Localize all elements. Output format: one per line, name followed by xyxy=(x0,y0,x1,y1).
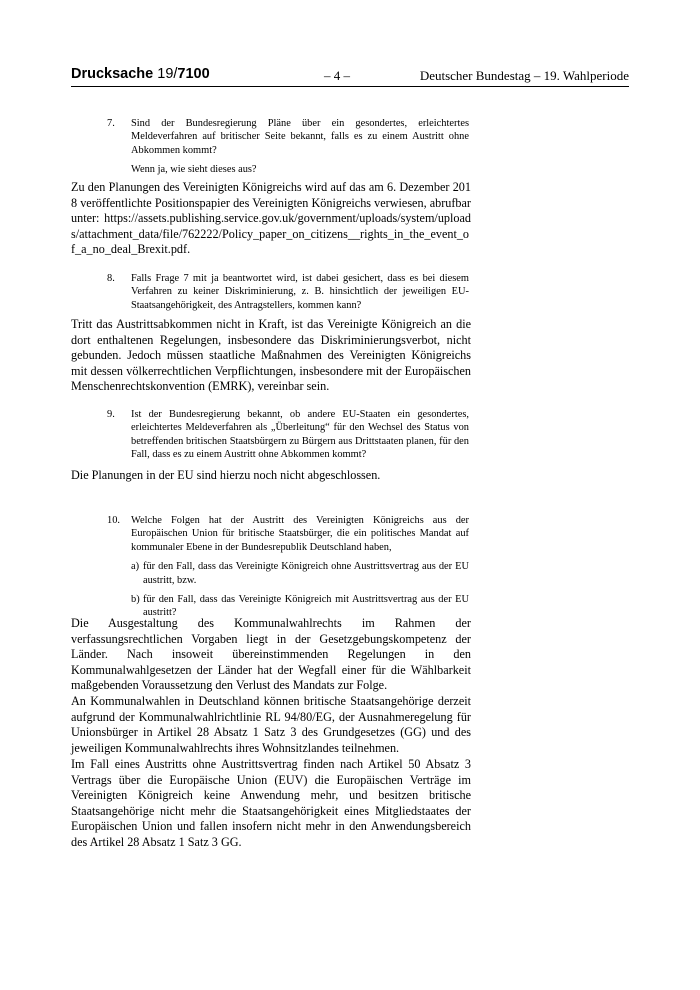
answer-paragraph: Die Planungen in der EU sind hierzu noch nicht abgeschlossen. xyxy=(71,468,381,482)
question-option-a xyxy=(131,560,469,587)
answer-paragraph: An Kommunalwahlen in Deutschland können britische Staatsangehörige derzeit aufgrund der Kommunalwahlrichtlinie RL 94/80/EG, der Ausnahmeregelung für Unionsbürger in Artikel 28 Absatz 1 Satz 3 des Grundgesetzes (GG) und des jeweiligen Kommunalwahlrechts ihres Wohnsitzlandes teilnehmen. xyxy=(71,694,471,755)
question-text: Ist der Bundesregierung bekannt, ob andere EU-Staaten ein gesondertes, erleichtertes Meldeverfahren als „Überleitung“ für den Wechsel des Status von betreffenden britischen Staatsbürgern zu Bürgern aus Drittstaaten planen, für den Fall, dass es zu einem Austritt ohne Abkommen kommt? xyxy=(131,409,469,461)
page-number: – 4 – xyxy=(324,68,350,83)
question-subtext: Wenn ja, wie sieht dieses aus? xyxy=(131,164,257,176)
question-number: 8. xyxy=(107,273,115,284)
drucksache-label: Drucksache xyxy=(71,66,154,82)
drucksache-id: 7100 xyxy=(177,66,210,82)
answer-8 xyxy=(71,317,471,395)
answer-10-p3 xyxy=(71,757,471,851)
option-label: b) xyxy=(131,594,140,606)
answer-paragraph: Im Fall eines Austritts ohne Austrittsvertrag finden nach Artikel 50 Absatz 3 Vertrags über die Europäische Union (EUV) die Europäischen Verträge im Vereinigten Königreich keine Anwendung mehr, und besitzen britische Staatsangehörige nicht mehr die Staatsangehörigkeit eines Mitgliedstaates der Europäischen Union und fallen insofern nicht mehr in den Anwendungsbereich des Artikel 28 Absatz 1 Satz 3 GG. xyxy=(71,757,471,849)
question-9 xyxy=(107,408,469,462)
question-text: Falls Frage 7 mit ja beantwortet wird, ist dabei gesichert, dass es bei diesem Verfahren zu keiner Diskriminierung, z. B. hinsichtlich der jeweiligen EU-Staatsangehörigkeit, des Antragstellers, kommen kann? xyxy=(131,273,469,311)
option-text: für den Fall, dass das Vereinigte Königreich mit Austrittsvertrag aus der EU austritt? xyxy=(143,594,469,619)
answer-paragraph: Zu den Planungen des Vereinigten Königreichs wird auf das am 6. Dezember 2018 veröffentlichte Positionspapier des Vereinigten Königreichs verwiesen, abrufbar unter: https://assets.publishing.service.gov.uk/government/uploads/system/uploads/attachment_data/file/762222/Policy_paper_on_citizens__rights_in_the_event_of_a_no_deal_Brexit.pdf. xyxy=(71,180,471,257)
question-number: 7. xyxy=(107,118,115,129)
answer-7 xyxy=(71,180,471,258)
answer-10-p1 xyxy=(71,616,471,694)
answer-10-p2 xyxy=(71,694,471,756)
page-header xyxy=(71,66,629,86)
answer-9 xyxy=(71,468,471,484)
question-8 xyxy=(107,272,469,312)
header-rule xyxy=(71,86,629,87)
question-number: 9. xyxy=(107,409,115,420)
drucksache-number xyxy=(71,66,210,82)
question-number: 10. xyxy=(107,515,120,526)
answer-paragraph: Die Ausgestaltung des Kommunalwahlrechts im Rahmen der verfassungsrechtlichen Vorgaben liegt in der Gesetzgebungskompetenz der Länder. Nach insoweit übereinstimmenden Regelungen in den Kommunalwahlgesetzen der Länder hat der Wegfall einer für die Wählbarkeit maßgebenden Voraussetzung den Verlust des Mandats zur Folge. xyxy=(71,616,471,693)
answer-paragraph: Tritt das Austrittsabkommen nicht in Kraft, ist das Vereinigte Königreich an die dort enthaltenen Regelungen, insbesondere das Diskriminierungsverbot, nicht gebunden. Jedoch müssen staatliche Maßnahmen des Vereinigten Königreichs mit dessen völkerrechtlichen Verpflichtungen, insbesondere mit der Europäischen Menschenrechtskonvention (EMRK), vereinbar sein. xyxy=(71,317,471,394)
question-text: Sind der Bundesregierung Pläne über ein gesondertes, erleichtertes Meldeverfahren auf britischer Seite bekannt, falls es zu einem Austritt ohne Abkommen kommt? xyxy=(131,118,469,156)
question-10 xyxy=(107,514,469,620)
drucksache-period: 19/ xyxy=(157,66,178,82)
option-label: a) xyxy=(131,561,140,573)
publisher: Deutscher Bundestag – 19. Wahlperiode xyxy=(419,68,629,83)
option-text: für den Fall, dass das Vereinigte Königreich ohne Austrittsvertrag aus der EU austritt, bzw. xyxy=(143,561,469,586)
question-text: Welche Folgen hat der Austritt des Vereinigten Königreichs aus der Europäischen Union für britische Staatsbürger, die ein politisches Mandat auf kommunaler Ebene in der Bundesrepublik Deutschland haben, xyxy=(131,515,469,553)
question-7 xyxy=(107,117,469,177)
